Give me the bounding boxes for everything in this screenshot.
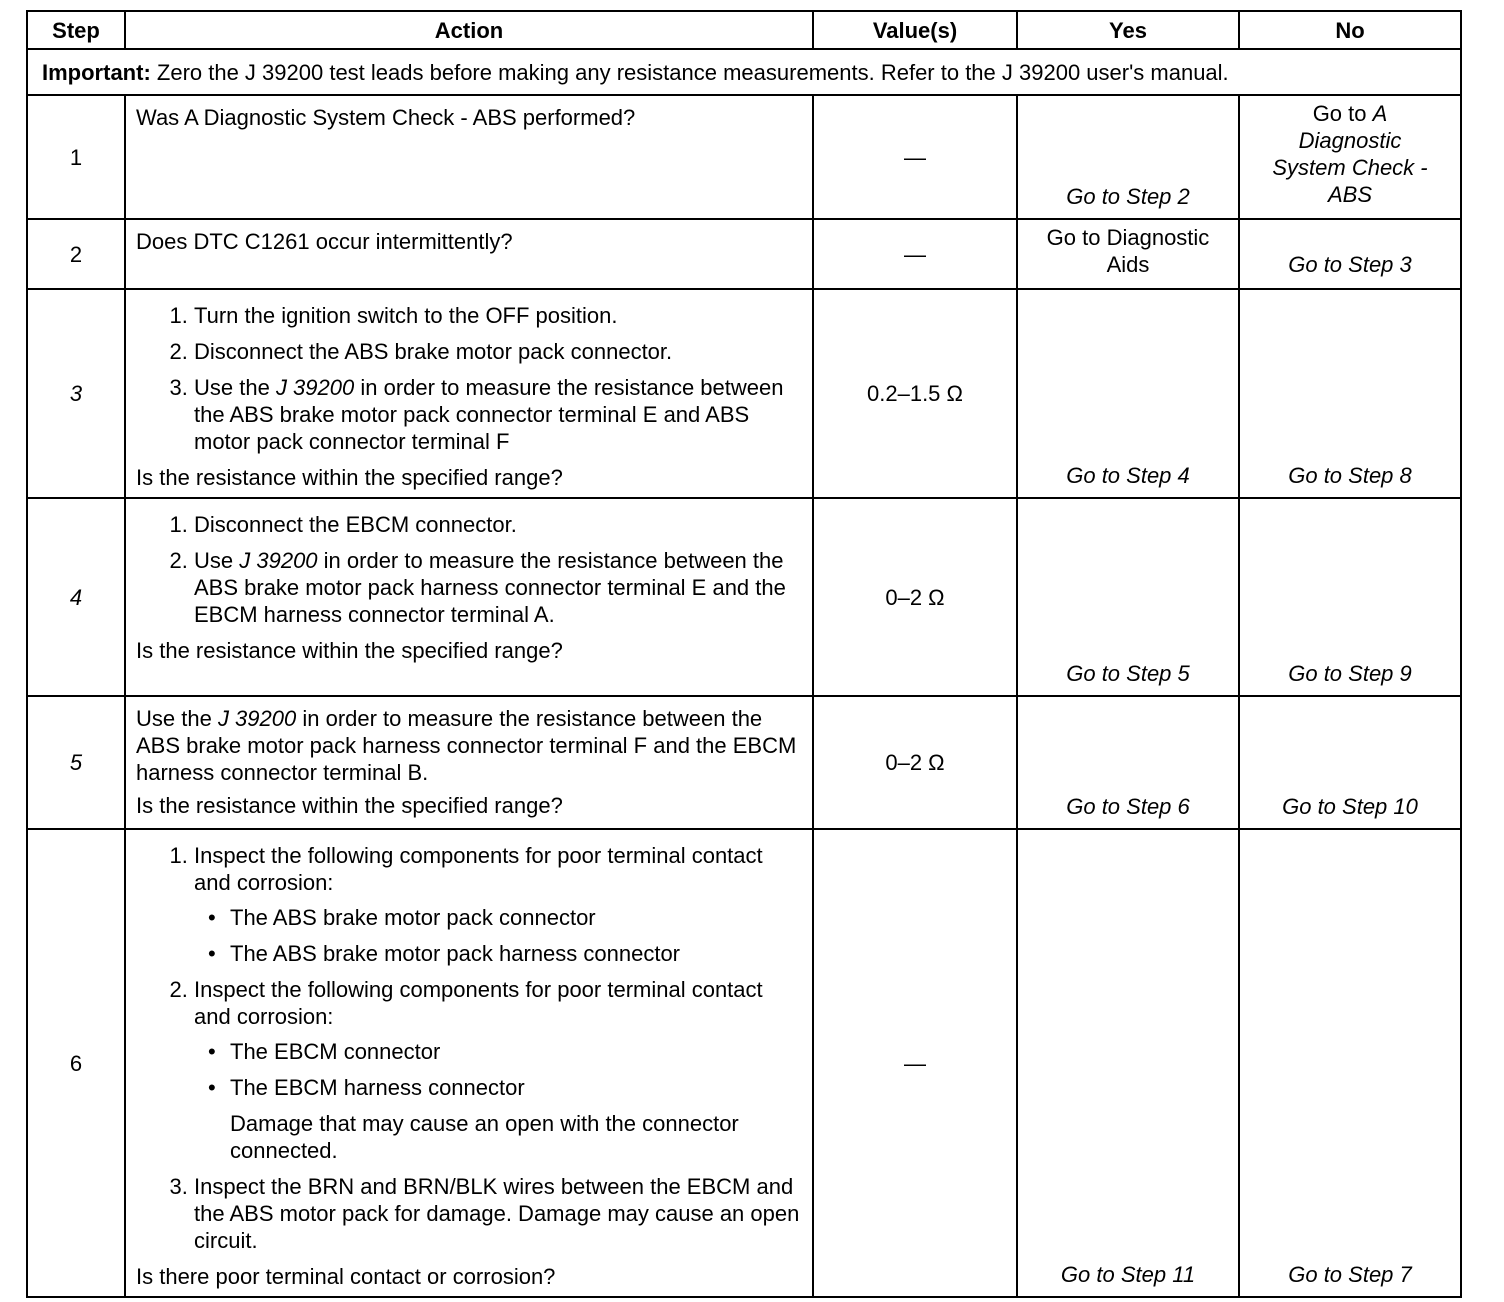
no-link[interactable]: Go to Step 7 bbox=[1288, 1262, 1412, 1287]
table-row bbox=[27, 289, 1461, 498]
header-row bbox=[27, 11, 1461, 49]
action-item bbox=[194, 374, 804, 455]
yes-link[interactable]: Go to Step 4 bbox=[1066, 463, 1190, 488]
table-row bbox=[27, 219, 1461, 289]
action-steps bbox=[136, 302, 804, 455]
action-question: Is the resistance within the specified range? bbox=[136, 638, 563, 663]
no-cell bbox=[1239, 829, 1461, 1297]
action-item bbox=[194, 976, 804, 1164]
step-number: 5 bbox=[27, 696, 125, 829]
action-item-text: Inspect the following components for poor terminal contact and corrosion: bbox=[194, 843, 763, 895]
yes-link[interactable]: Go to Step 11 bbox=[1060, 1262, 1196, 1287]
damage-note: Damage that may cause an open with the connector connected. bbox=[230, 1111, 739, 1163]
yes-link[interactable]: Go to Step 2 bbox=[1066, 184, 1190, 209]
action-item-text: Use bbox=[194, 548, 240, 573]
no-link[interactable]: A Diagnostic System Check - ABS bbox=[1272, 101, 1428, 207]
important-text: Zero the J 39200 test leads before making any resistance measurements. Refer to the J 39200 user's manual. bbox=[156, 59, 1229, 85]
action-steps bbox=[136, 511, 804, 628]
header-no: No bbox=[1239, 11, 1461, 49]
action-steps bbox=[136, 842, 804, 1254]
yes-cell bbox=[1017, 829, 1239, 1297]
component-item: • The EBCM connector bbox=[230, 1038, 804, 1065]
no-link[interactable]: Go to Step 10 bbox=[1282, 794, 1418, 819]
action-question: Is the resistance within the specified range? bbox=[136, 465, 563, 490]
table-row bbox=[27, 696, 1461, 829]
action-item bbox=[194, 547, 804, 628]
action-text: Does DTC C1261 occur intermittently? bbox=[136, 229, 513, 254]
value-cell: 0–2 Ω bbox=[813, 498, 1017, 696]
action-item: 2. Disconnect the ABS brake motor pack connector. bbox=[194, 338, 804, 365]
action-cell bbox=[125, 95, 813, 219]
diagnostic-table bbox=[26, 10, 1462, 1298]
component-list bbox=[194, 904, 804, 967]
no-link[interactable]: Go to Step 8 bbox=[1288, 463, 1412, 488]
value-cell: 0.2–1.5 Ω bbox=[813, 289, 1017, 498]
value-cell: — bbox=[813, 829, 1017, 1297]
action-item-text: in order to measure the resistance between the ABS brake motor pack harness connector terminal E and the EBCM harness connector terminal A. bbox=[194, 548, 786, 627]
table-row bbox=[27, 95, 1461, 219]
action-cell bbox=[125, 219, 813, 289]
value-cell: — bbox=[813, 219, 1017, 289]
component-item: • The ABS brake motor pack connector bbox=[230, 904, 804, 931]
no-link[interactable]: Go to Step 3 bbox=[1288, 252, 1412, 277]
action-item-text: Use the bbox=[194, 375, 276, 400]
component-item: • The ABS brake motor pack harness connector bbox=[230, 940, 804, 967]
header-values: Value(s) bbox=[813, 11, 1017, 49]
step-number: 4 bbox=[27, 498, 125, 696]
action-item: 3. Inspect the BRN and BRN/BLK wires between the EBCM and the ABS motor pack for damage. Damage may cause an open circuit. bbox=[194, 1173, 804, 1254]
header-yes: Yes bbox=[1017, 11, 1239, 49]
yes-link[interactable]: Go to Diagnostic Aids bbox=[1046, 225, 1210, 277]
action-item-text: in order to measure the resistance between the ABS brake motor pack connector terminal E and ABS motor pack connector terminal F bbox=[194, 375, 784, 454]
action-question: Is there poor terminal contact or corrosion? bbox=[136, 1264, 556, 1289]
action-text bbox=[136, 705, 804, 786]
step-number: 6 bbox=[27, 829, 125, 1297]
header-step: Step bbox=[27, 11, 125, 49]
no-link-prefix[interactable]: Go to bbox=[1312, 101, 1373, 126]
important-note bbox=[27, 49, 1461, 95]
action-item-text: Inspect the following components for poor terminal contact and corrosion: bbox=[194, 977, 763, 1029]
step-number: 3 bbox=[27, 289, 125, 498]
component-list bbox=[194, 1038, 804, 1101]
important-row bbox=[27, 49, 1461, 95]
table-row bbox=[27, 829, 1461, 1297]
no-cell bbox=[1239, 696, 1461, 829]
no-link[interactable]: Go to Step 9 bbox=[1288, 661, 1412, 686]
table-row bbox=[27, 498, 1461, 696]
yes-cell bbox=[1017, 219, 1239, 289]
no-cell bbox=[1239, 219, 1461, 289]
yes-link[interactable]: Go to Step 6 bbox=[1066, 794, 1190, 819]
no-cell bbox=[1239, 498, 1461, 696]
yes-cell bbox=[1017, 95, 1239, 219]
action-text-part: Use the bbox=[136, 706, 218, 731]
tool-name: J 39200 bbox=[239, 548, 318, 573]
yes-cell bbox=[1017, 498, 1239, 696]
value-cell: 0–2 Ω bbox=[813, 696, 1017, 829]
action-item: 1. Turn the ignition switch to the OFF position. bbox=[194, 302, 804, 329]
action-question: Is the resistance within the specified range? bbox=[136, 793, 563, 818]
tool-name: J 39200 bbox=[217, 706, 297, 731]
action-text: Was A Diagnostic System Check - ABS performed? bbox=[136, 105, 636, 130]
step-number: 1 bbox=[27, 95, 125, 219]
action-item: 1. Disconnect the EBCM connector. bbox=[194, 511, 804, 538]
action-item bbox=[194, 842, 804, 967]
yes-cell bbox=[1017, 696, 1239, 829]
action-cell bbox=[125, 829, 813, 1297]
no-cell bbox=[1239, 289, 1461, 498]
value-cell: — bbox=[813, 95, 1017, 219]
component-item: • The EBCM harness connector bbox=[230, 1074, 804, 1101]
yes-link[interactable]: Go to Step 5 bbox=[1066, 661, 1190, 686]
header-action: Action bbox=[125, 11, 813, 49]
tool-name: J 39200 bbox=[275, 375, 355, 400]
important-label: Important: bbox=[42, 59, 151, 85]
action-text-part: in order to measure the resistance between the ABS brake motor pack harness connector terminal F and the EBCM harness connector terminal B. bbox=[136, 706, 797, 785]
action-cell bbox=[125, 696, 813, 829]
action-cell bbox=[125, 498, 813, 696]
no-cell bbox=[1239, 95, 1461, 219]
action-cell bbox=[125, 289, 813, 498]
step-number: 2 bbox=[27, 219, 125, 289]
yes-cell bbox=[1017, 289, 1239, 498]
